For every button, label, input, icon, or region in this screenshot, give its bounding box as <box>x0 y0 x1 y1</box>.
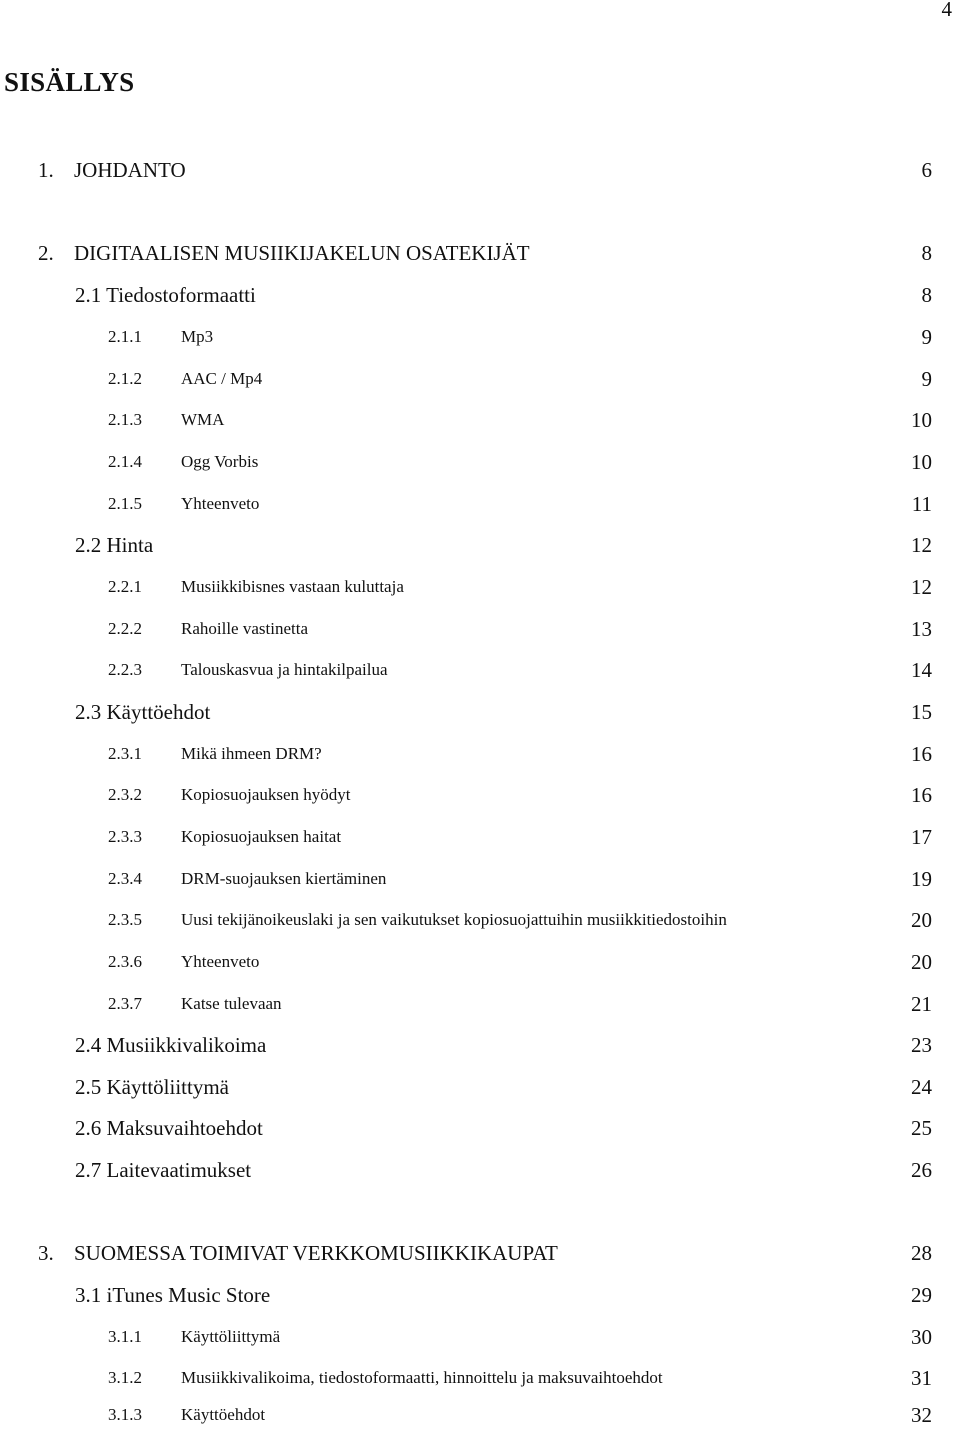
entry-number: 2.3.1 <box>108 744 142 763</box>
toc-entry[interactable] <box>0 1398 960 1432</box>
entry-page: 28 <box>911 1241 932 1265</box>
entry-number: 3.1.2 <box>108 1368 142 1387</box>
entry-page: 14 <box>911 658 932 682</box>
entry-number: 3. <box>38 1241 54 1265</box>
entry-page: 11 <box>911 492 932 516</box>
entry-title: 3.1 iTunes Music Store <box>75 1283 271 1307</box>
entry-page: 8 <box>921 241 932 265</box>
entry-title: WMA <box>181 410 225 429</box>
entry-title: 2.6 Maksuvaihtoehdot <box>75 1116 263 1140</box>
toc-entry[interactable] <box>0 987 960 1021</box>
entry-number: 2.3.7 <box>108 994 142 1013</box>
entry-page: 6 <box>921 158 932 182</box>
entry-page: 10 <box>911 450 932 474</box>
entry-page: 12 <box>911 533 932 557</box>
entry-page: 9 <box>921 325 932 349</box>
entry-title: Katse tulevaan <box>181 994 282 1013</box>
entry-number: 2.1.2 <box>108 369 142 388</box>
toc-entry[interactable] <box>0 362 960 396</box>
entry-title: Kopiosuojauksen hyödyt <box>181 785 351 804</box>
toc-entry[interactable] <box>0 278 960 312</box>
entry-title: JOHDANTO <box>74 158 186 182</box>
entry-title: Rahoille vastinetta <box>181 619 308 638</box>
entry-page: 30 <box>911 1325 932 1349</box>
toc-entry[interactable] <box>0 403 960 437</box>
entry-page: 31 <box>911 1366 932 1390</box>
entry-title: Mikä ihmeen DRM? <box>181 744 322 763</box>
entry-title: 2.2 Hinta <box>75 533 154 557</box>
entry-title: Käyttöehdot <box>181 1405 266 1424</box>
toc-entry[interactable] <box>0 487 960 521</box>
toc-entry[interactable] <box>0 445 960 479</box>
entry-page: 12 <box>911 575 932 599</box>
entry-title: DIGITAALISEN MUSIIKIJAKELUN OSATEKIJÄT <box>74 241 530 265</box>
entry-page: 29 <box>911 1283 932 1307</box>
entry-number: 3.1.1 <box>108 1327 142 1346</box>
entry-page: 23 <box>911 1033 932 1057</box>
entry-page: 15 <box>911 700 932 724</box>
entry-page: 17 <box>911 825 932 849</box>
entry-title: 2.5 Käyttöliittymä <box>75 1075 229 1099</box>
entry-title: 2.3 Käyttöehdot <box>75 700 211 724</box>
entry-title: Talouskasvua ja hintakilpailua <box>181 660 388 679</box>
entry-page: 25 <box>911 1116 932 1140</box>
toc-entry[interactable] <box>0 320 960 354</box>
entry-title: 2.7 Laitevaatimukset <box>75 1158 252 1182</box>
entry-page: 20 <box>911 950 932 974</box>
entry-number: 2.2.1 <box>108 577 142 596</box>
toc-entry[interactable] <box>0 862 960 896</box>
toc-entry[interactable] <box>0 1153 960 1187</box>
entry-number: 2.1.3 <box>108 410 142 429</box>
entry-number: 2.3.2 <box>108 785 142 804</box>
entry-number: 2.1.4 <box>108 452 142 471</box>
entry-title: DRM-suojauksen kiertäminen <box>181 869 387 888</box>
entry-title: Musiikkibisnes vastaan kuluttaja <box>181 577 404 596</box>
toc-entry[interactable] <box>0 945 960 979</box>
entry-number: 3.1.3 <box>108 1405 142 1424</box>
toc-entry[interactable] <box>0 653 960 687</box>
entry-number: 1. <box>38 158 54 182</box>
toc-entry[interactable] <box>0 1320 960 1354</box>
entry-title: Musiikkivalikoima, tiedostoformaatti, hinnoittelu ja maksuvaihtoehdot <box>181 1368 663 1387</box>
toc-entry[interactable] <box>0 1028 960 1062</box>
entry-number: 2.2.3 <box>108 660 142 679</box>
entry-title: Uusi tekijänoikeuslaki ja sen vaikutukset kopiosuojattuihin musiikkitiedostoihin <box>181 910 727 929</box>
entry-page: 24 <box>911 1075 932 1099</box>
entry-title: Yhteenveto <box>181 952 260 971</box>
toc-entry[interactable] <box>0 1070 960 1104</box>
entry-title: Ogg Vorbis <box>181 452 259 471</box>
entry-title: Käyttöliittymä <box>181 1327 281 1346</box>
toc-entry[interactable] <box>0 737 960 771</box>
toc-entry[interactable] <box>0 236 960 270</box>
entry-title: Mp3 <box>181 327 214 346</box>
entry-number: 2.2.2 <box>108 619 142 638</box>
entry-page: 8 <box>921 283 932 307</box>
entry-number: 2. <box>38 241 54 265</box>
entry-title: Yhteenveto <box>181 494 260 513</box>
entry-number: 2.3.4 <box>108 869 142 888</box>
entry-number: 2.1.1 <box>108 327 142 346</box>
toc-heading: SISÄLLYS <box>4 67 135 97</box>
entry-title: SUOMESSA TOIMIVAT VERKKOMUSIIKKIKAUPAT <box>74 1241 558 1265</box>
entry-number: 2.3.5 <box>108 910 142 929</box>
entry-number: 2.1.5 <box>108 494 142 513</box>
entry-title: 2.1 Tiedostoformaatti <box>75 283 256 307</box>
toc-entry[interactable] <box>0 153 960 187</box>
entry-page: 10 <box>911 408 932 432</box>
toc-entry[interactable] <box>0 695 960 729</box>
toc-entry[interactable] <box>0 1236 960 1270</box>
toc-entry[interactable] <box>0 612 960 646</box>
toc-entry[interactable] <box>0 820 960 854</box>
entry-page: 20 <box>911 908 932 932</box>
entry-number: 2.3.6 <box>108 952 142 971</box>
entry-page: 19 <box>911 867 932 891</box>
toc-entry[interactable] <box>0 570 960 604</box>
entry-title: Kopiosuojauksen haitat <box>181 827 342 846</box>
entry-page: 13 <box>911 617 932 641</box>
toc-entry[interactable] <box>0 903 960 937</box>
toc-entry[interactable] <box>0 778 960 812</box>
entry-page: 21 <box>911 992 932 1016</box>
entry-page: 16 <box>911 783 932 807</box>
page-number: 4 <box>941 0 952 21</box>
toc-entry[interactable] <box>0 528 960 562</box>
entry-title: AAC / Mp4 <box>181 369 263 388</box>
entry-page: 32 <box>911 1403 932 1427</box>
toc-entry[interactable] <box>0 1111 960 1145</box>
entry-page: 16 <box>911 742 932 766</box>
toc-entry[interactable] <box>0 1361 960 1395</box>
entry-title: 2.4 Musiikkivalikoima <box>75 1033 267 1057</box>
entry-number: 2.3.3 <box>108 827 142 846</box>
entry-page: 9 <box>921 367 932 391</box>
toc-entry[interactable] <box>0 1278 960 1312</box>
entry-page: 26 <box>911 1158 932 1182</box>
